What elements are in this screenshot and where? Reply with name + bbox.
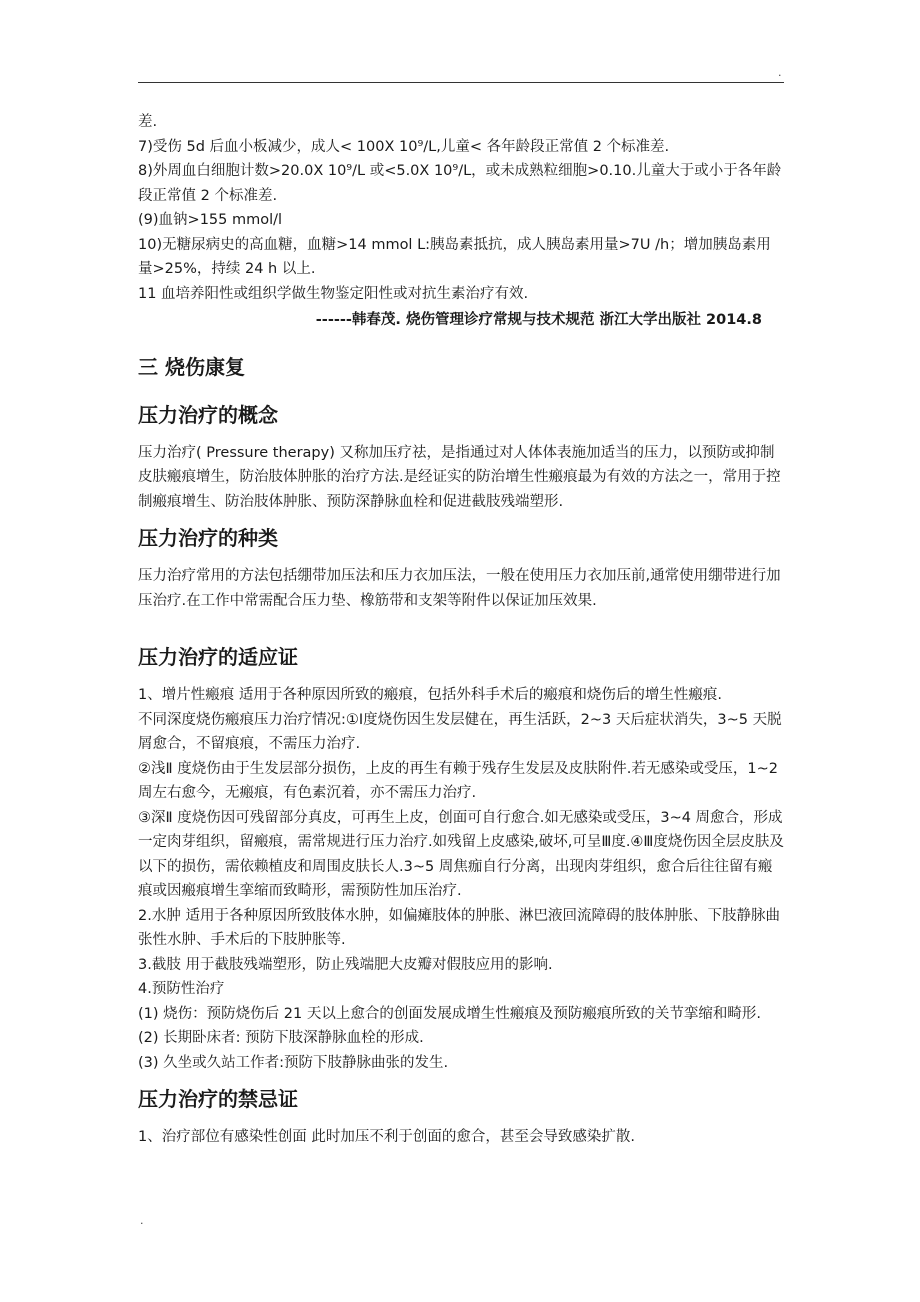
heading-concept: 压力治疗的概念 <box>138 402 278 427</box>
indication-item: 1、增片性瘢痕 适用于各种原因所致的瘢痕，包括外科手术后的瘢痕和烧伤后的增生性瘢痕. <box>138 687 722 703</box>
heading-contraindications: 压力治疗的禁忌证 <box>138 1087 298 1111</box>
header-mark: . <box>778 66 782 79</box>
types-text: 压力治疗常用的方法包括绷带加压法和压力衣加压法，一般在使用压力衣加压前,通常使用绷带进行加压治疗.在工作中常需配合压力垫、橡筋带和支架等附件以保证加压效果. <box>138 568 781 609</box>
heading-types: 压力治疗的种类 <box>138 526 278 550</box>
contraindication-item: 1、治疗部位有感染性创面 此时加压不利于创面的愈合，甚至会导致感染扩散. <box>138 1129 635 1145</box>
indication-item: 2.水肿 适用于各种原因所致肢体水肿，如偏瘫肢体的肿胀、淋巴液回流障碍的肢体肿胀、下肢静脉曲张性水肿、手术后的下肢肿胀等. <box>138 907 780 948</box>
indication-item: 3.截肢 用于截肢残端塑形，防止残端肥大皮瓣对假肢应用的影响. <box>138 956 553 973</box>
indication-item: (1) 烧伤：预防烧伤后 21 天以上愈合的创面发展成增生性瘢痕及预防瘢痕所致的关节挛缩和畸形. <box>138 1005 761 1022</box>
footer-mark: . <box>140 1214 144 1227</box>
indication-item: 4.预防性治疗 <box>138 981 225 997</box>
section-title: 三 烧伤康复 <box>138 354 245 379</box>
concept-text: 压力治疗( Pressure therapy) 又称加压疗祛，是指通过对人体体表施加适当的压力，以预防或抑制皮肤瘢痕增生，防治肢体肿胀的治疗方法.是经证实的防治增生性瘢痕最为有效的方法之一，常用于控制瘢痕增生、防治肢体肿胀、预防深静脉血栓和促进截肢残端塑形. <box>138 444 781 510</box>
criteria-item: (9)血钠>155 mmol/l <box>138 212 283 228</box>
criteria-item: 10)无糖尿病史的高血糖，血糖>14 mmol L:胰岛素抵抗，成人胰岛素用量>7U /h；增加胰岛素用量>25%，持续 24 h 以上. <box>138 236 771 277</box>
paragraph: 差. <box>138 114 158 130</box>
heading-indications: 压力治疗的适应证 <box>138 645 298 669</box>
indication-item: ③深Ⅱ 度烧伤因可残留部分真皮，可再生上皮，创面可自行愈合.如无感染或受压，3~4 周愈合，形成一定肉芽组织，留瘢痕，需常规进行压力治疗.如残留上皮感染,破坏,可呈Ⅲ度.④Ⅲ度烧伤因全层皮肤及以下的损伤，需依赖植皮和周围皮肤长人.3~5 周焦痂自行分离，出现肉芽组织，愈合后往往留有瘢痕或因瘢痕增生挛缩而致畸形，需预防性加压治疗. <box>138 809 784 899</box>
document-body <box>138 110 784 1150</box>
indication-item: (3) 久坐或久站工作者:预防下肢静脉曲张的发生. <box>138 1054 449 1071</box>
indication-item: ②浅Ⅱ 度烧伤由于生发层部分损伤，上皮的再生有赖于残存生发层及皮肤附件.若无感染或受压，1~2 周左右愈今，无瘢痕，有色素沉着，亦不需压力治疗. <box>138 760 778 801</box>
citation: ------韩春茂. 烧伤管理诊疗常规与技术规范 浙江大学出版社 2014.8 <box>315 312 762 328</box>
criteria-item: 8)外周血白细胞计数>20.0X 10⁹/L 或<5.0X 10⁹/L，或未成熟粒细胞>0.10.儿童大于或小于各年龄段正常值 2 个标准差. <box>138 163 782 204</box>
indication-item: (2) 长期卧床者: 预防下肢深静脉血栓的形成. <box>138 1030 424 1046</box>
header-rule <box>138 82 784 83</box>
indication-item: 不同深度烧伤瘢痕压力治疗情况:①Ⅰ度烧伤因生发层健在，再生活跃，2~3 天后症状消失，3~5 天脱屑愈合，不留痕痕，不需压力治疗. <box>138 711 782 752</box>
criteria-item: 7)受伤 5d 后血小板减少，成人< 100X 10⁹/L,儿童< 各年龄段正常值 2 个标准差. <box>138 138 670 155</box>
criteria-item: 11 血培养阳性或组织学做生物鉴定阳性或对抗生素治疗有效. <box>138 285 529 302</box>
